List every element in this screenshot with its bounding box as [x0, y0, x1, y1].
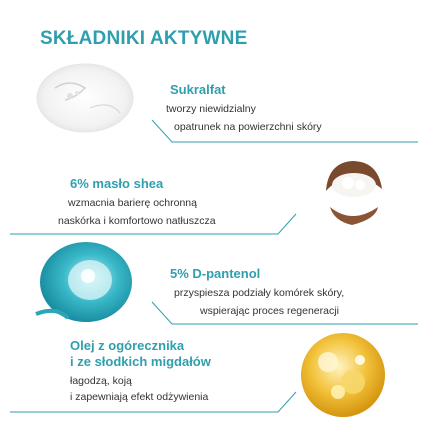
golden-oil-drops-image [298, 330, 388, 420]
item-heading: 6% masło shea [70, 176, 164, 191]
item-heading: 5% D-pantenol [170, 266, 261, 281]
item-line: wspierając proces regeneracji [200, 305, 339, 317]
item-line: opatrunek na powierzchni skóry [174, 121, 322, 133]
shea-nut-image [316, 155, 390, 233]
underline-decoration [150, 118, 420, 144]
underline-decoration [8, 210, 298, 236]
item-line: łagodzą, koją [70, 375, 132, 387]
item-heading: Olej z ogórecznika [70, 338, 185, 353]
item-line: wzmacnia barierę ochronną [68, 197, 197, 209]
underline-decoration [150, 300, 420, 326]
underline-decoration [8, 388, 298, 414]
item-heading: Sukralfat [170, 82, 226, 97]
page-title: SKŁADNIKI AKTYWNE [40, 28, 248, 49]
item-line: naskórka i komfortowo natłuszcza [58, 215, 216, 227]
item-heading: i ze słodkich migdałów [70, 354, 211, 369]
item-line: przyspiesza podziały komórek skóry, [174, 287, 345, 299]
item-line: tworzy niewidzialny [166, 103, 256, 115]
blue-liquid-drop-image [28, 236, 138, 328]
clear-gel-swatch-image [30, 58, 140, 140]
item-line: i zapewniają efekt odżywienia [70, 391, 209, 403]
